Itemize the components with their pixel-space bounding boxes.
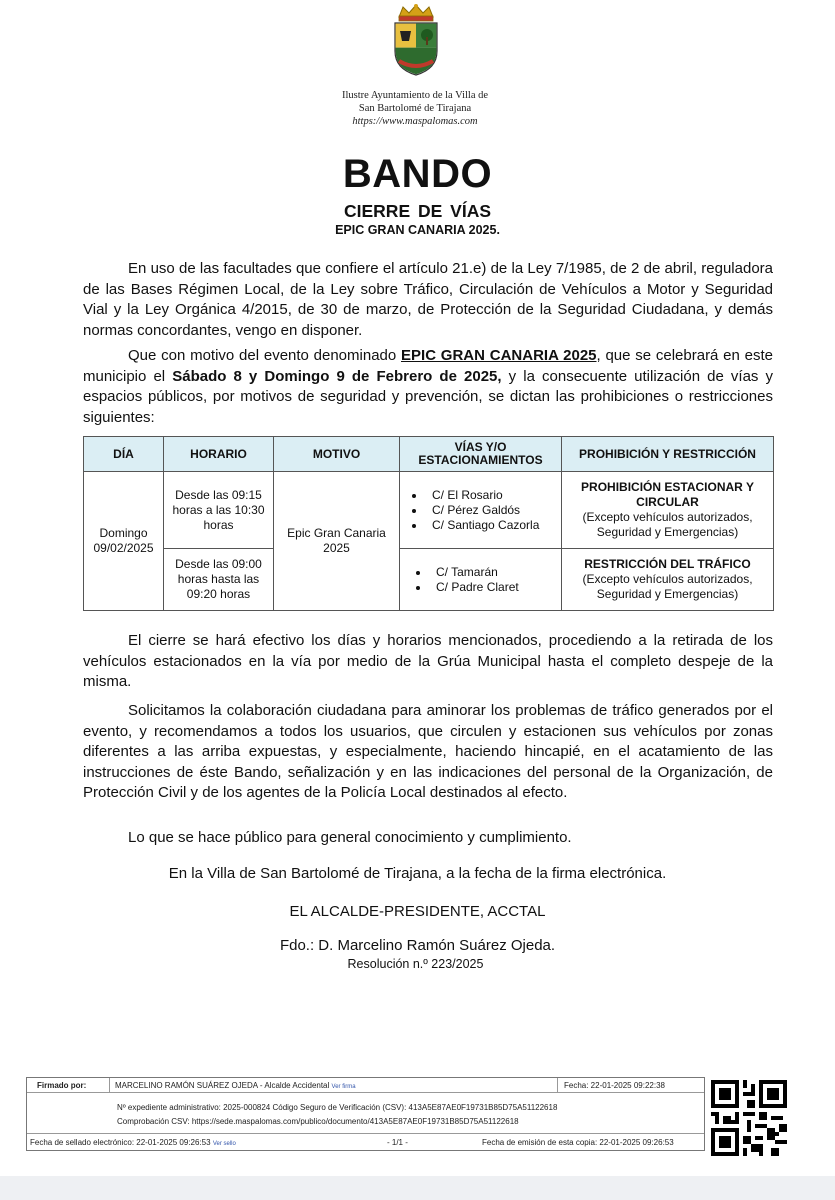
place-date: En la Villa de San Bartolomé de Tirajana, a la fecha de la firma electrónica.	[168, 865, 667, 882]
website-link[interactable]: https://www.maspalomas.com	[352, 116, 478, 127]
table-cell-restriction-2	[561, 548, 774, 611]
comprobacion-csv[interactable]: Comprobación CSV: https://sede.maspalomas.com/publico/documento/413A5E87AE0F19731B85D75A51122618	[117, 1117, 519, 1126]
table-header-horario: HORARIO	[163, 436, 274, 472]
list-item: • C/ Tamarán	[430, 565, 519, 580]
restriction-title: PROHIBICIÓN ESTACIONAR Y CIRCULAR	[581, 480, 754, 509]
ver-firma-link[interactable]: Ver firma	[331, 1084, 356, 1090]
signature-date: Fecha: 22-01-2025 09:22:38	[564, 1081, 665, 1090]
table-cell-vias-2	[399, 548, 562, 611]
expediente-csv: Nº expediente administrativo: 2025-000824 Código Seguro de Verificación (CSV): 413A5E87AE0F19731B85D75A51122618	[117, 1103, 558, 1112]
list-item: • C/ Santiago Cazorla	[426, 518, 539, 533]
paragraph-public-text: Lo que se hace público para general conocimiento y cumplimiento.	[128, 829, 572, 846]
table-cell-horario-2: Desde las 09:00 horas hasta las 09:20 horas	[163, 548, 274, 611]
list-item: • C/ Pérez Galdós	[426, 503, 539, 518]
table-header-motivo: MOTIVO	[273, 436, 400, 472]
paragraph-event-text-2: , que se celebrará en este municipio el	[83, 347, 773, 385]
footer-signer: MARCELINO RAMÓN SUÁREZ OJEDA - Alcalde Accidental	[115, 1081, 330, 1090]
electronic-signature-box	[26, 1077, 705, 1151]
paragraph-legal-basis	[83, 259, 773, 341]
table-cell-horario-1: Desde las 09:15 horas a las 10:30 horas	[163, 471, 274, 549]
paragraph-event	[83, 346, 773, 428]
table-cell-motive: Epic Gran Canaria 2025	[273, 471, 400, 611]
paragraph-collaboration	[83, 701, 773, 804]
paragraph-event-text-1: Que con motivo del evento denominado	[128, 347, 402, 364]
restriction-note: (Excepto vehículos autorizados, Seguridad y Emergencias)	[582, 510, 753, 539]
table-cell-restriction-1	[561, 471, 774, 549]
coat-of-arms-icon	[383, 3, 449, 79]
paragraph-event-text-3: y la consecuente utilización de vías y espacios públicos, por motivos de seguridad y prevención, se dictan las prohibiciones o restricciones siguientes:	[83, 367, 774, 426]
event-name: EPIC GRAN CANARIA 2025	[401, 347, 597, 364]
sellado-field	[30, 1138, 236, 1147]
paragraph-closure	[83, 631, 773, 693]
ver-sello-link[interactable]: Ver sello	[212, 1141, 236, 1147]
page-title: BANDO	[342, 152, 493, 196]
signer-field	[115, 1081, 356, 1090]
table-header-day: DÍA	[83, 436, 164, 472]
municipality-header	[300, 89, 530, 128]
municipality-line-2: San Bartolomé de Tirajana	[358, 103, 472, 114]
signed-by-label: Firmado por:	[37, 1081, 87, 1090]
paragraph-collaboration-text: Solicitamos la colaboración ciudadana para aminorar los problemas de tráfico generados por el evento, y recomendamos a todos los usuarios, que circulen y estacionen sus vehículos por zonas diferentes a las arriba expuestas, y especialmente, haciendo hincapié, en el acatamiento de las instrucciones de éste Bando, señalización y en las indicaciones del personal de la Organización, de Protección Civil y de los agentes de la Policía Local destinados al efecto.	[83, 702, 773, 802]
table-header-vias: VÍAS Y/O ESTACIONAMIENTOS	[399, 436, 562, 472]
resolution-number: Resolución n.º 223/2025	[347, 957, 484, 971]
list-item: • C/ Padre Claret	[430, 580, 519, 595]
paragraph-legal-basis-text: En uso de las facultades que confiere el artículo 21.e) de la Ley 7/1985, de 2 de abril, reguladora de las Bases Régimen Local, de la Ley sobre Tráfico, Circulación de Vehículos a Motor y Seguridad Vial y la Ley Orgánica 4/2015, de 30 de marzo, de Protección de la Seguridad Ciudadana, y demás normas concordantes, vengo en disponer.	[83, 260, 773, 339]
paragraph-closure-text: El cierre se hará efectivo los días y horarios mencionados, procediendo a la retirada de los vehículos estacionados en la vía por medio de la Grúa Municipal hasta el completo despeje de la misma.	[83, 632, 773, 691]
table-cell-day: Domingo 09/02/2025	[83, 471, 164, 611]
page-subtitle: CIERRE DE VÍAS	[344, 201, 491, 221]
restriction-note: (Excepto vehículos autorizados, Seguridad y Emergencias)	[582, 572, 753, 601]
signer-role: EL ALCALDE-PRESIDENTE, ACCTAL	[289, 903, 546, 920]
signer-name: Fdo.: D. Marcelino Ramón Suárez Ojeda.	[279, 937, 556, 954]
event-line: EPIC GRAN CANARIA 2025.	[335, 223, 500, 237]
event-dates: Sábado 8 y Domingo 9 de Febrero de 2025,	[172, 367, 502, 385]
emision-date: Fecha de emisión de esta copia: 22-01-2025 09:26:53	[482, 1138, 674, 1147]
table-header-restriccion: PROHIBICIÓN Y RESTRICCIÓN	[561, 436, 774, 472]
table-cell-vias-1	[399, 471, 562, 549]
restriction-title: RESTRICCIÓN DEL TRÁFICO	[584, 557, 751, 571]
viewer-bottom-bar	[0, 1176, 835, 1200]
list-item: • C/ El Rosario	[426, 488, 539, 503]
qr-code-icon	[711, 1080, 787, 1156]
restrictions-table	[83, 436, 774, 611]
page-number: - 1/1 -	[387, 1138, 408, 1147]
paragraph-public	[83, 828, 773, 849]
municipality-line-1: Ilustre Ayuntamiento de la Villa de	[341, 90, 489, 101]
sellado-date: Fecha de sellado electrónico: 22-01-2025 09:26:53	[30, 1138, 211, 1147]
